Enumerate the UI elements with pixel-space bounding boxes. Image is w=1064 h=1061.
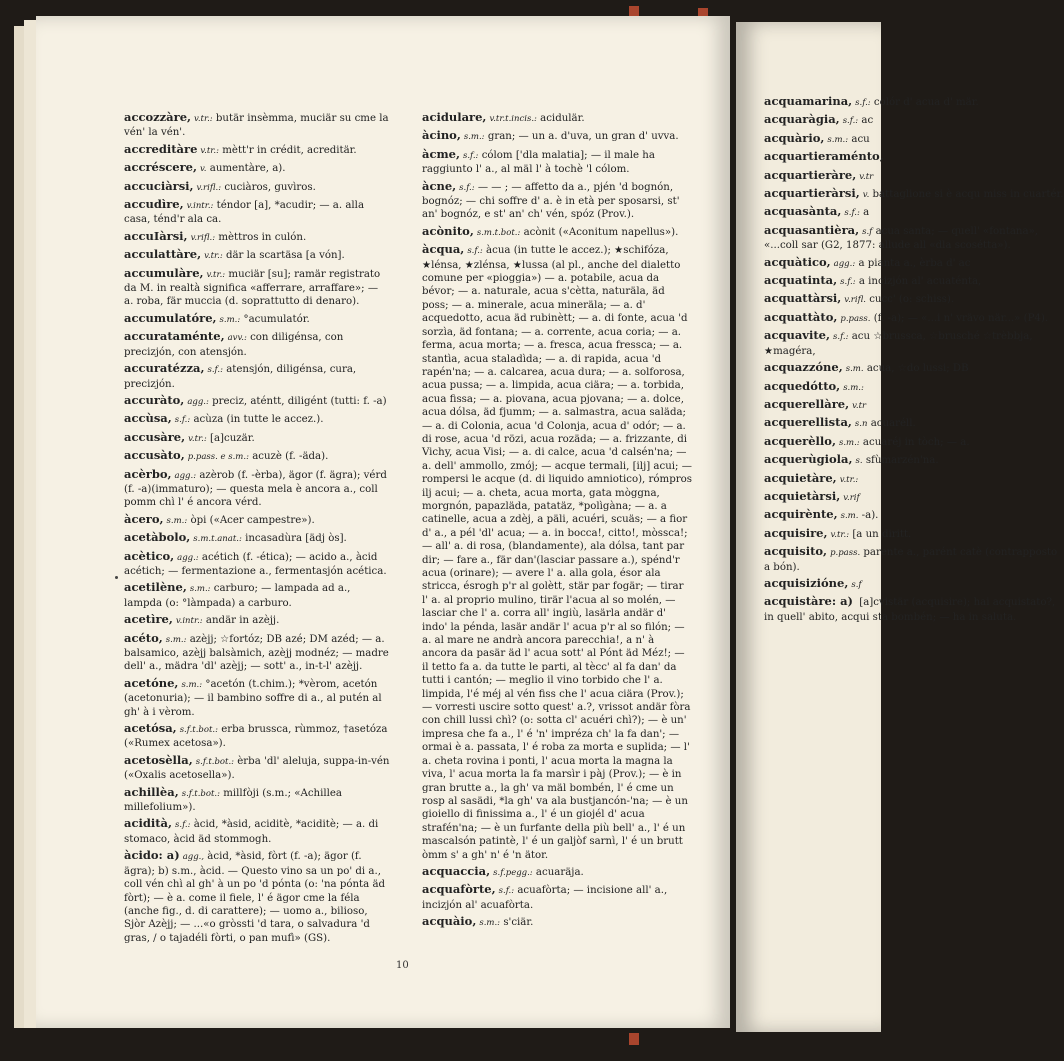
grammar-label: s.f.: — [833, 332, 849, 343]
definition: acidulär. — [540, 113, 585, 124]
dictionary-entry — [764, 292, 1064, 307]
dictionary-entry — [422, 129, 692, 144]
right-page — [736, 22, 1064, 1032]
headword: accozzàre, — [124, 110, 192, 124]
dictionary-entry — [764, 224, 1064, 253]
headword: acquàio, — [422, 914, 477, 929]
dictionary-entry — [764, 169, 1064, 184]
definition: butär insèmma, muciär su cme la vén' la vén'. — [124, 113, 389, 139]
grammar-label: s.f.t.bot.: — [179, 725, 218, 736]
headword: acquietàre, — [764, 470, 837, 485]
grammar-label: s.m.: — [838, 437, 860, 448]
dictionary-entry — [124, 849, 390, 945]
definition: s'ciär. — [503, 917, 534, 929]
headword: accumulatóre, — [124, 310, 217, 325]
definition: [a un diritt. — [852, 528, 912, 540]
dictionary-entry — [764, 311, 1064, 326]
grammar-label: v.rifl.: — [196, 182, 222, 193]
headword: acquavite, — [764, 328, 830, 343]
definition: ac — [861, 115, 874, 127]
dictionary-entry — [422, 865, 692, 880]
dictionary-entry — [124, 531, 390, 546]
definition: -a). — [861, 510, 879, 522]
grammar-label: v.tr — [852, 400, 867, 411]
grammar-label: s.f.: — [844, 208, 860, 219]
definition: a — [863, 207, 870, 219]
dictionary-entry — [124, 817, 390, 846]
headword: acidulare, — [422, 110, 487, 124]
grammar-label: s.f — [862, 226, 873, 237]
grammar-label: agg.: — [187, 396, 209, 407]
dictionary-entry — [764, 527, 1064, 542]
grammar-label: s.m.: — [189, 584, 211, 595]
headword: acquàrio, — [764, 130, 825, 145]
headword: acquartieràrsi, — [764, 186, 860, 201]
dictionary-entry — [764, 545, 1064, 574]
definition: azèrob (f. -èrba), ägor (f. ägra); vérd (f. -a)(immaturo); — questa mela è ancora a., coll pomm chì l' é ancora vérd. — [124, 469, 387, 509]
definition: muciär [su]; ramär registrato da M. in realtà significa «afferrare, arraffare»; — a. roba, fär muccia (d. soprattutto di denaro). — [124, 268, 381, 308]
grammar-label: s.m.t.bot.: — [476, 227, 521, 238]
definition: gran; — un a. d'uva, un gran d' uvva. — [487, 131, 679, 143]
headword: acquistàre: a) — [764, 594, 853, 609]
grammar-label: v.tr.: — [188, 433, 207, 444]
grammar-label: s.m.: — [827, 134, 849, 145]
grammar-label: s.f.: — [498, 886, 515, 897]
definition: [a]cuzär. — [209, 432, 255, 444]
definition: mèttros in culón. — [218, 231, 307, 243]
grammar-label: s.m.: — [479, 918, 501, 929]
dictionary-entry — [124, 143, 390, 158]
definition: acuaréll. — [870, 418, 916, 430]
headword: acquartieràre, — [764, 167, 857, 182]
definition: téndor [a], *acudir; — a. alla casa, ténd'r ala ca. — [124, 200, 365, 226]
dictionary-entry — [124, 198, 390, 227]
definition: acua, ☆do lussi; DB — [866, 363, 969, 375]
definition: acùza (in tutte le accez.). — [193, 414, 324, 426]
headword: àcido: a) — [124, 848, 180, 863]
grammar-label: agg.: — [177, 552, 199, 563]
definition: acua santa; — quell' «fontana», «...coll sar (G2, 1877: allude all «dla scosétta»). — [764, 225, 1038, 252]
definition: àcua (in tutte le accez.); ★schifóza, ★lénsa, ★zlénsa, ★lussa (al pl., anche del dialetto comune per «pioggia») — a. potabile, acua da bévor; — a. naturale, acua s'cètta, naturäla, äd poss; — a. minerale, acua mineräla; — a. d' acquedotto, acua äd rubinètt; — a. di fonte, acua 'd sorzìa, äd fontana; — a. corrente, acua coria; — a. ferma, acua morta; — a. fresca, acua fressca; — a. stantìa, acua staladìda; — a. di rapida, acua 'd rapén'na; — a. calcarea, acua dura; — a. solforosa, acua pussa; — a. limpida, acua ciära; — a. torbida, acua fissa; — a. piovana, acua pjovana; — a. dolce, acua dólsa, äd fjumm; — a. salmastra, acua saläda;— a. di Colonia, acua 'd Colonja, acua d' odór; — a. di rose, acua 'd rözi, acua rozäda; — a. frizzante, di Vichy, acua Visi; — a. di calce, acua 'd calsén'na; — a. dell' ammollo, zmój; — acque termali, [ilj] acui; — rompersi le acque (d. di liquido amniotico), rómpros ilj acui; — a. cheta, acua morta, gata mòggna, morgnón, papazläda, patatäz, *polìgàna; — a. a catinelle, acua a zdèj, a päli, acuéri, scuäs; — a fior d' a., a pél 'dl' acua; — a. in bocca!, citto!, mòssca!; — all' a. di rosa, (blandamente), ala dólsa, tant par dir; — fare a., fär dan'(lasciar passare a.), spénd'r acua (orinare); — avere l' a. alla gola, ésor ala stricca, ésrogh p'r al golètt, stär par fogär; — tirar l' a. al proprio mulino, tirär l'acua al so molén, — lasciar che l' a. corra all' ingiù, lasärla andär d' indo' la pénda, lasär andär l' acua p'r al so filón; — a. al mare ne andrà ancora parecchia!, a n' à ancora da pasär äd l' acua sott' al Pónt äd Méz!; — il tetto fa a. da tutte le parti, al tècc' al fa dan' da tutti i cantón; — meglio il vino torbido che l' a. limpida, l'é méj al vén fiss che l' acua ciära (Prov.); — vorresti uscire sotto quest' a.?, vrissot andär fòra con chill lussi chì? (o: sotta cl' acuéri chì?); — è un' impresa che fa a., l' é 'n' impréza ch' la fa dan'; — ormai è a. passata, l' é roba za morta e suplida; — l' a. cheta rovina i ponti, l' acua morta la magna la viva, l' acua morta la fa marsìr i pàj (Prov.); — è in gran brutte a., la gh' va mäl bombén, l' é cme un rosp al sasädi, *la gh' va ala bustjancón-'na; — è un gioiello di finissima a., l' é un giojél d' acua strafén'na; — è un furfante della più bell' a., l' é un mascalsón patintè, l' é un galjòf sarnì, l' é un brutt òmm s' a gh' n' é 'n ätor. — [422, 245, 692, 861]
dictionary-entry — [124, 394, 390, 409]
definition: incasadùra [ädj òs]. — [245, 533, 347, 545]
definition: àcid, *àsid, aciditè, *aciditè; — a. di stomaco, àcid äd stommogh. — [124, 819, 379, 845]
dictionary-entry — [764, 380, 1064, 395]
definition: acu ☆brussca, ☆brusché ☆trèbbja, ★magéra, — [764, 331, 1033, 357]
headword: acetàbolo, — [124, 530, 191, 545]
dictionary-entry — [124, 180, 390, 195]
definition: cucc' (o: schiss). — [869, 294, 955, 306]
headword: accudìre, — [124, 197, 184, 212]
grammar-label: s.m. — [845, 364, 864, 375]
headword: accusàto, — [124, 448, 185, 463]
grammar-label: s.m.: — [219, 314, 241, 325]
headword: accurataménte, — [124, 329, 225, 344]
definition: parente a., parént catè (contrapposto a bón). — [764, 547, 1058, 573]
headword: accumulàre, — [124, 265, 204, 280]
definition: azèjj; ☆fortóz; DB azé; DM azéd; — a. balsamico, azèjj balsàmich, azèjj modnéz; — madre dell' a., mädra 'dl' azèjj; — sott' a., in-t-l' azèjj. — [124, 633, 389, 673]
headword: acquisire, — [764, 525, 828, 540]
headword: acquasànta, — [764, 204, 842, 219]
grammar-label: v.intr.: — [175, 616, 203, 627]
definition: acuafòrta; — incisione all' a., incizjón al' acuafòrta. — [422, 885, 668, 911]
dictionary-entry — [124, 468, 390, 510]
headword: acquaccia, — [422, 863, 491, 878]
headword: acquamarina, — [764, 94, 853, 108]
headword: accuratézza, — [124, 361, 205, 376]
dictionary-entry — [764, 361, 1064, 376]
grammar-label: v.tr.: — [194, 114, 213, 124]
headword: accuciàrsi, — [124, 178, 194, 193]
definition: aumentàre, a). — [209, 163, 286, 175]
headword: acetóne, — [124, 675, 179, 690]
dictionary-entry — [764, 150, 1064, 165]
grammar-label: v. — [862, 190, 870, 201]
dictionary-entry — [124, 312, 390, 327]
definition: (f. -a); — «...i n' vrävo när...» (P4). — [873, 312, 1049, 324]
dictionary-entry — [124, 613, 390, 628]
definition: òpi («Acer campestre»). — [190, 514, 315, 526]
headword: àcero, — [124, 511, 164, 526]
grammar-label: v.intr.: — [186, 201, 214, 212]
column-left — [124, 111, 390, 948]
grammar-label: agg., — [182, 852, 205, 863]
headword: acquietàrsi, — [764, 488, 841, 503]
headword: acquisito, — [764, 544, 828, 559]
headword: acètico, — [124, 548, 175, 563]
grammar-label: s.f.: — [842, 116, 859, 127]
grammar-label: s.f.: — [174, 415, 191, 426]
headword: acquerùgiola, — [764, 452, 853, 467]
grammar-label: s.m.: — [165, 634, 187, 645]
headword: acquerellista, — [764, 415, 852, 430]
dictionary-entry — [764, 508, 1064, 523]
grammar-label: v.tr.: — [206, 269, 226, 280]
definition: preciz, aténtt, diligént (tutti: f. -a) — [212, 395, 387, 407]
grammar-label: s.f.t.bot.: — [195, 756, 235, 767]
dictionary-entry — [764, 113, 1064, 128]
dictionary-entry — [124, 786, 390, 815]
headword: acetósa, — [124, 721, 177, 736]
dictionary-entry — [422, 243, 692, 862]
grammar-label: s.f.: — [462, 150, 479, 161]
headword: acquartieraménto, — [764, 149, 884, 164]
dictionary-entry — [764, 435, 1064, 450]
definition: — — ; — affetto da a., pjén 'd bognón, bognóz; — chi soffre d' a. è in età per sposarsi, st' an' bognóz, e st' an' ch' vén, spóz (Prov.). — [422, 181, 680, 221]
dictionary-entry — [764, 472, 1064, 487]
dictionary-entry — [764, 187, 1064, 202]
dictionary-entry — [764, 256, 1064, 271]
grammar-label: v.tr.t.incis.: — [489, 114, 537, 124]
definition: acònit («Aconitum napellus»). — [523, 226, 679, 238]
dictionary-entry — [764, 416, 1064, 431]
grammar-label: s.f.: — [467, 246, 483, 257]
grammar-label: s.f.t.bot.: — [181, 788, 220, 799]
dictionary-entry — [124, 330, 390, 359]
grammar-label: agg.: — [174, 470, 197, 481]
dictionary-entry — [124, 677, 390, 719]
definition: °acumulatór. — [243, 313, 310, 325]
dictionary-entry — [124, 513, 390, 528]
column-right — [422, 111, 692, 934]
headword: accùsa, — [124, 411, 172, 426]
headword: acquirènte, — [764, 507, 838, 522]
grammar-label: avv.: — [227, 333, 247, 344]
dictionary-entry — [764, 490, 1064, 505]
grammar-label: v.tr.: — [830, 529, 850, 540]
grammar-label: s.m. — [840, 511, 859, 522]
dictionary-entry — [124, 248, 390, 263]
headword: acquattàto, — [764, 309, 838, 324]
grammar-label: s.m.t.anat.: — [193, 534, 242, 545]
dictionary-entry — [124, 362, 390, 391]
headword: accreditàre — [124, 141, 198, 156]
grammar-label: s.n — [854, 419, 868, 430]
definition: carburo; — lampada ad a., lampda (o: °làmpada) a carburo. — [124, 583, 351, 609]
column-right-page — [764, 95, 1064, 627]
headword: acidità, — [124, 816, 172, 831]
grammar-label: s.f — [851, 579, 862, 590]
definition: sfùmarzén'na. — [865, 455, 939, 467]
grammar-label: s.m.: — [181, 679, 203, 690]
headword: acònito, — [422, 223, 474, 238]
ribbon-marker — [629, 1033, 639, 1045]
definition: battaglione si è acqu miss in cuartér. — [872, 189, 1064, 201]
grammar-label: s.m.: — [166, 515, 188, 526]
headword: accuIàrsi, — [124, 228, 188, 243]
headword: acetosèlla, — [124, 752, 193, 767]
headword: acquazzóne, — [764, 360, 843, 375]
grammar-label: s.f.: — [207, 365, 223, 376]
headword: accréscere, — [124, 160, 198, 175]
dictionary-entry — [124, 754, 390, 783]
definition: [a]cvistär (acquisire); hai acquistato?, in quell' abito, acqui sta bombén; — ha in saluta. — [764, 597, 1056, 623]
grammar-label: p.pass. — [830, 548, 861, 559]
grammar-label: s.f.: — [840, 277, 856, 288]
page-number: 10 — [396, 960, 409, 971]
definition: acétich (f. -ética); — acido a., àcid acétich; — fermentazione a., fermentasjón acética. — [124, 551, 387, 577]
definition: acu — [851, 133, 870, 145]
dictionary-entry — [422, 225, 692, 240]
definition: mètt'r in crédit, acreditär. — [222, 144, 357, 156]
dictionary-entry — [764, 453, 1064, 468]
definition: cólom ['dla malatia]; — il male ha raggiunto l' a., al mäl l' à tochè 'l cólom. — [422, 149, 655, 176]
headword: àcqua, — [422, 242, 465, 257]
headword: acquàtico, — [764, 254, 831, 269]
dictionary-entry — [124, 412, 390, 427]
grammar-label: s.f.: — [855, 98, 871, 108]
definition: èrba 'dl' aleluja, suppa-in-vén («Oxalis acetosella»). — [124, 755, 390, 782]
dictionary-entry — [422, 111, 692, 126]
dictionary-entry — [124, 267, 390, 309]
definition: àcid, *àsid, fòrt (f. -a); ägor (f. ägra); b) s.m., àcid. — Questo vino sa un po' di a., coll vén chì al gh' à un po 'd pónta (o: 'na pónta äd fòrt); — è a. come il fiele, l' é ägor cme la féla (anche fig., d. di carattere); — uomo a., bilioso, Sjòr Azèjj; — ...«o gròssti 'd tara, o salvadura 'd gras, / o tajadéli fòrti, o pan mufì» (GS). — [124, 851, 386, 944]
headword: accuràto, — [124, 392, 185, 407]
headword: àcino, — [422, 128, 461, 143]
dictionary-entry — [124, 632, 390, 674]
definition: andär in azèjj. — [205, 615, 280, 627]
definition: acuaréj in tòch; — a. — [862, 436, 970, 448]
grammar-label: p.pass. e s.m.: — [187, 452, 249, 463]
definition: cuciàros, guvìros. — [224, 181, 316, 193]
dictionary-entry — [124, 722, 390, 751]
dictionary-entry — [124, 230, 390, 245]
headword: acquasantièra, — [764, 222, 860, 237]
dictionary-entry — [764, 398, 1064, 413]
dictionary-entry — [124, 581, 390, 610]
left-page — [36, 16, 730, 1028]
dictionary-entry — [124, 550, 390, 579]
headword: acèrbo, — [124, 466, 172, 481]
headword: acquaràgia, — [764, 112, 840, 127]
grammar-label: v.tr.: — [200, 145, 219, 156]
headword: acculattàre, — [124, 247, 202, 262]
headword: acquisizióne, — [764, 575, 849, 590]
grammar-label: v.tr — [859, 171, 874, 182]
headword: achillèa, — [124, 784, 179, 799]
grammar-label: v.tr.: — [204, 251, 223, 262]
grammar-label: s.m.: — [843, 382, 864, 393]
dictionary-entry — [124, 431, 390, 446]
dictionary-entry — [764, 595, 1064, 624]
grammar-label: s.f.pegg.: — [493, 867, 533, 878]
headword: àcne, — [422, 178, 457, 193]
dictionary-entry — [422, 148, 692, 177]
dictionary-entry — [422, 180, 692, 222]
dictionary-entry — [764, 329, 1064, 358]
definition: erba brussca, rùmmoz, †asetóza («Rumex acetosa»). — [124, 724, 388, 750]
headword: acéto, — [124, 630, 163, 645]
margin-dot — [115, 576, 118, 579]
definition: °acetón (t.chim.); *vèrom, acetón (acetonuria); — il bambino soffre di a., al putén al gh' à i vèrom. — [124, 678, 382, 718]
grammar-label: v.rifl. — [844, 295, 866, 306]
dictionary-entry — [124, 111, 390, 140]
grammar-label: agg.: — [833, 258, 856, 269]
headword: acetìre, — [124, 612, 173, 627]
grammar-label: v. — [200, 164, 207, 175]
headword: acquafòrte, — [422, 882, 496, 897]
dictionary-entry — [124, 449, 390, 464]
definition: atensjón, diligénsa, cura, precizjón. — [124, 364, 357, 390]
headword: àcme, — [422, 146, 460, 161]
headword: acquattàrsi, — [764, 291, 842, 306]
grammar-label: s.m.: — [463, 132, 485, 143]
headword: acquatinta, — [764, 273, 838, 288]
grammar-label: v.tr.: — [839, 474, 859, 485]
headword: acquerèllo, — [764, 433, 836, 448]
definition: acuzè (f. -äda). — [252, 451, 329, 463]
headword: acquerellàre, — [764, 396, 850, 411]
headword: acquedótto, — [764, 378, 841, 393]
grammar-label: v.rifl.: — [190, 232, 216, 243]
grammar-label: s.f.: — [175, 820, 191, 831]
grammar-label: s.f.: — [459, 182, 475, 193]
dictionary-entry — [764, 95, 1064, 110]
grammar-label: s. — [855, 456, 863, 467]
headword: accusàre, — [124, 429, 186, 444]
definition: con diligénsa, con precizjón, con atensjón. — [124, 332, 344, 358]
definition: a pianta a., èrba d' ac — [858, 257, 971, 269]
dictionary-entry — [764, 205, 1064, 220]
definition: acuaräja. — [535, 866, 584, 878]
grammar-label: p.pass. — [840, 313, 871, 324]
definition: colór d' acua d' mär. — [873, 97, 979, 108]
definition: a incizjón al' acuaténta, — [858, 276, 982, 288]
dictionary-entry — [764, 274, 1064, 289]
definition: millfòji (s.m.; «Achillea millefolium»). — [124, 787, 342, 814]
dictionary-entry — [124, 161, 390, 176]
dictionary-entry — [764, 132, 1064, 147]
headword: acetilène, — [124, 580, 187, 595]
dictionary-entry — [422, 915, 692, 930]
definition: där la scartäsa [a vón]. — [225, 250, 345, 262]
dictionary-entry — [422, 883, 692, 912]
grammar-label: v.rif — [843, 492, 860, 503]
dictionary-entry — [764, 577, 1064, 592]
